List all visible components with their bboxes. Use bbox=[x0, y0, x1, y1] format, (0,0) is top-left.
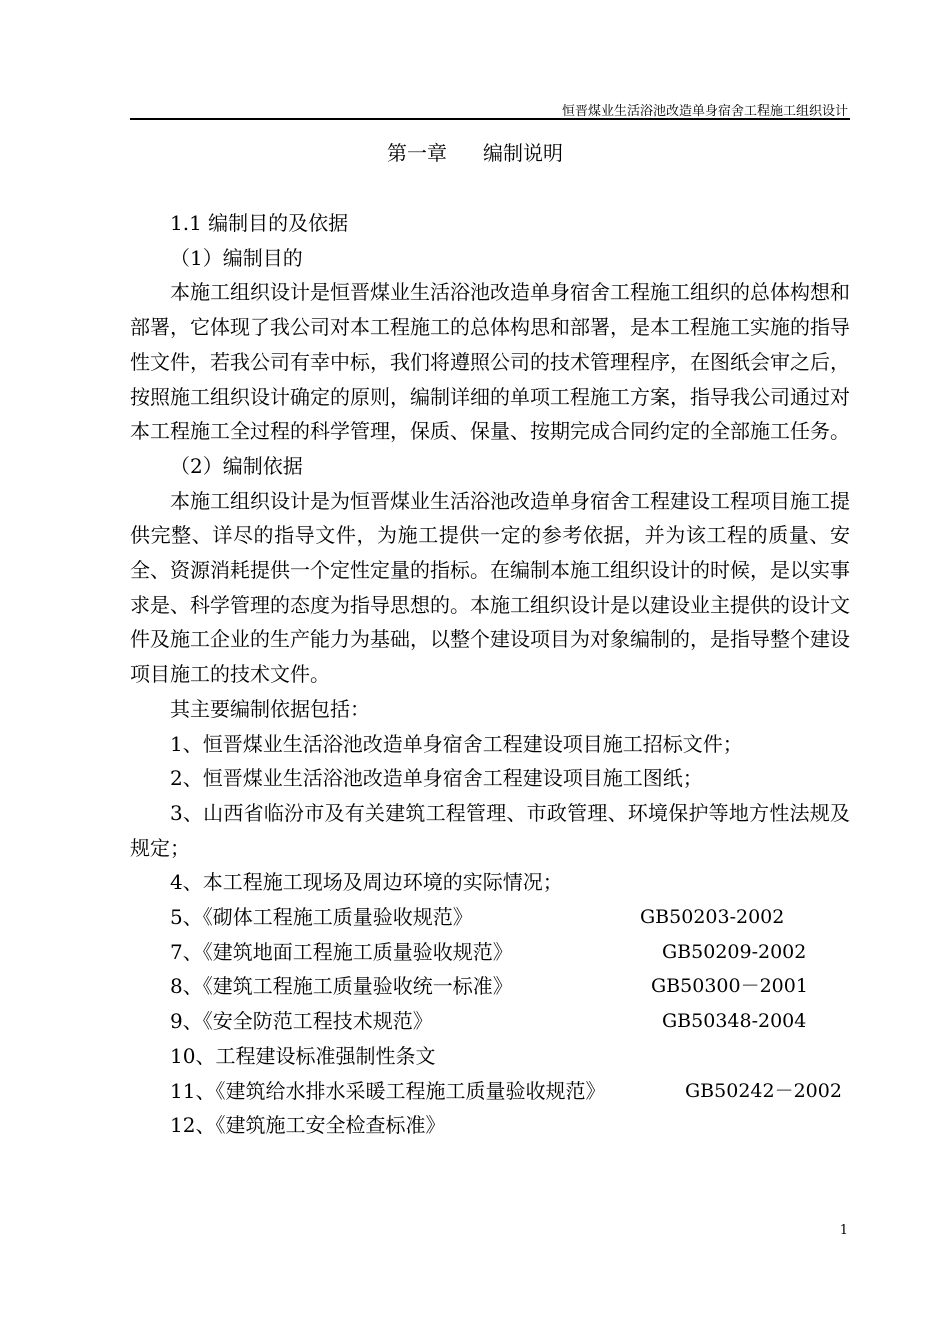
standard-name: 10、工程建设标准强制性条文 bbox=[170, 1043, 436, 1068]
basis-item: 2、恒晋煤业生活浴池改造单身宿舍工程建设项目施工图纸； bbox=[170, 766, 703, 791]
chapter-number: 第一章 bbox=[387, 141, 447, 165]
header-rule bbox=[130, 118, 850, 120]
chapter-title bbox=[0, 139, 950, 167]
section-heading: 1.1 编制目的及依据 bbox=[170, 211, 349, 235]
document-body bbox=[130, 206, 850, 1143]
subsection-heading-basis: （2）编制依据 bbox=[170, 453, 303, 478]
standard-name: 11、《建筑给水排水采暖工程施工质量验收规范》 bbox=[170, 1078, 606, 1103]
basis-item: 1、恒晋煤业生活浴池改造单身宿舍工程建设项目施工招标文件； bbox=[170, 731, 743, 756]
standard-name: 5、《砌体工程施工质量验收规范》 bbox=[170, 905, 473, 930]
standard-item bbox=[130, 1039, 850, 1074]
basis-item: 3、山西省临汾市及有关建筑工程管理、市政管理、环境保护等地方性法规及规定； bbox=[130, 800, 850, 860]
standard-item bbox=[130, 935, 850, 970]
standard-item bbox=[130, 969, 850, 1004]
standard-name: 12、《建筑施工安全检查标准》 bbox=[170, 1113, 446, 1138]
standard-name: 9、《安全防范工程技术规范》 bbox=[170, 1009, 433, 1034]
standard-item bbox=[130, 1004, 850, 1039]
standard-code: GB50242－2002 bbox=[685, 1079, 842, 1102]
basis-intro: 其主要编制依据包括： bbox=[170, 696, 370, 721]
basis-item: 4、本工程施工现场及周边环境的实际情况； bbox=[170, 870, 563, 895]
running-header: 恒晋煤业生活浴池改造单身宿舍工程施工组织设计 bbox=[561, 104, 848, 119]
standard-name: 8、《建筑工程施工质量验收统一标准》 bbox=[170, 974, 513, 999]
paragraph-purpose: 本施工组织设计是恒晋煤业生活浴池改造单身宿舍工程施工组织的总体构想和部署，它体现了我公司对本工程施工的总体构思和部署，是本工程施工实施的指导性文件，若我公司有幸中标，我们将遵照公司的技术管理程序，在图纸会审之后，按照施工组织设计确定的原则，编制详细的单项工程施工方案，指导我公司通过对本工程施工全过程的科学管理，保质、保量、按期完成合同约定的全部施工任务。 bbox=[130, 280, 850, 444]
page-number: 1 bbox=[839, 1223, 848, 1238]
standard-item bbox=[130, 900, 850, 935]
standard-item bbox=[130, 1108, 850, 1143]
standard-name: 7、《建筑地面工程施工质量验收规范》 bbox=[170, 939, 513, 964]
standard-code: GB50348-2004 bbox=[662, 1010, 807, 1033]
standard-code: GB50203-2002 bbox=[640, 906, 785, 929]
standard-code: GB50209-2002 bbox=[662, 940, 807, 963]
subsection-heading-purpose: （1）编制目的 bbox=[170, 245, 303, 270]
standard-code: GB50300－2001 bbox=[651, 975, 808, 998]
chapter-name: 编制说明 bbox=[483, 141, 563, 165]
standard-item bbox=[130, 1074, 850, 1109]
paragraph-basis: 本施工组织设计是为恒晋煤业生活浴池改造单身宿舍工程建设工程项目施工提供完整、详尽的指导文件，为施工提供一定的参考依据，并为该工程的质量、安全、资源消耗提供一个定性定量的指标。在编制本施工组织设计的时候，是以实事求是、科学管理的态度为指导思想的。本施工组织设计是以建设业主提供的设计文件及施工企业的生产能力为基础，以整个建设项目为对象编制的，是指导整个建设项目施工的技术文件。 bbox=[130, 488, 850, 687]
